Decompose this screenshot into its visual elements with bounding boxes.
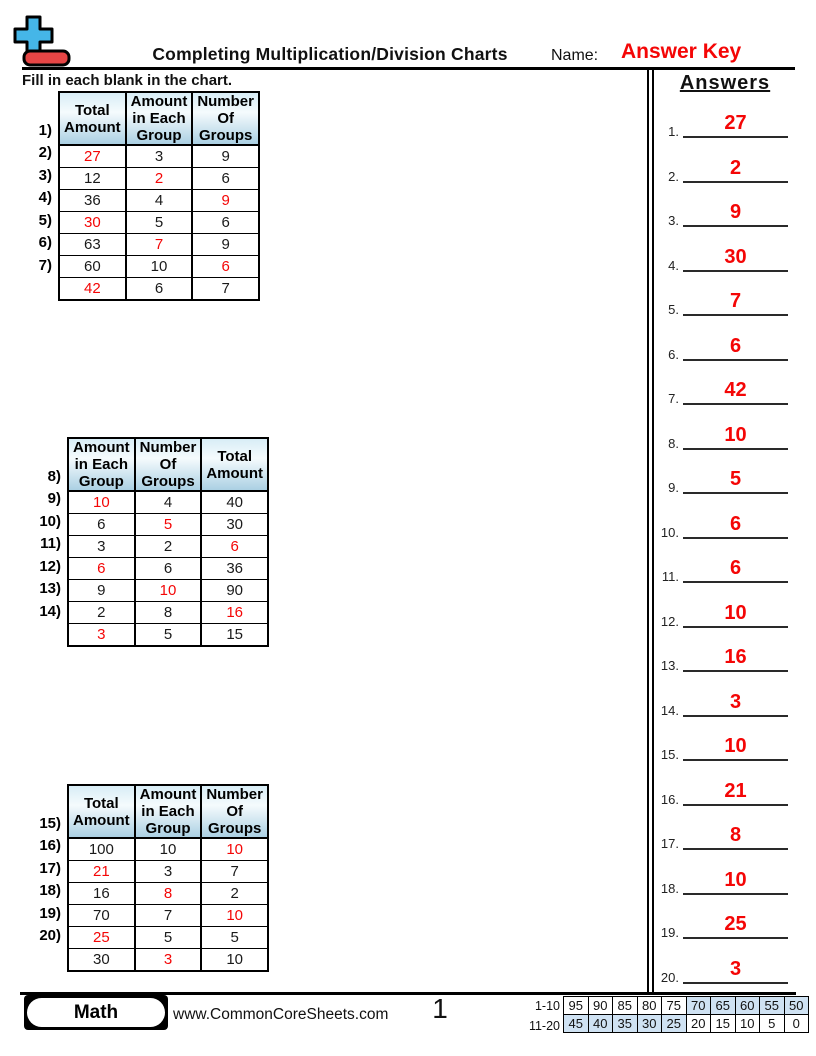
- scoring-grid: [563, 996, 809, 1033]
- subject-badge: [24, 995, 168, 1030]
- given-cell: 3: [68, 536, 135, 558]
- answer-number: 4.: [668, 257, 679, 273]
- answer-cell: 5: [135, 514, 202, 536]
- row-number-label: 20): [39, 927, 61, 944]
- given-cell: 2: [201, 883, 268, 905]
- answer-blank-line: [683, 670, 788, 672]
- answer-number: 10.: [660, 524, 679, 540]
- answer-number: 19.: [660, 925, 679, 940]
- answer-cell: 6: [68, 558, 135, 580]
- row-number-label: 2): [38, 144, 52, 161]
- scoring-cell: 85: [613, 997, 638, 1015]
- answer-number: 16.: [660, 791, 679, 807]
- answer-item: [653, 729, 793, 763]
- row-number-label: 17): [39, 859, 61, 877]
- answer-key-text: Answer Key: [621, 40, 742, 63]
- given-cell: 15: [201, 624, 268, 647]
- given-cell: 30: [201, 514, 268, 536]
- column-header: Total Amount: [201, 438, 268, 491]
- row-number-label: 7): [38, 256, 52, 274]
- row-number-label: 10): [39, 512, 61, 530]
- answer-number: 9.: [668, 480, 679, 495]
- answer-number: 5.: [668, 302, 679, 317]
- given-cell: 36: [59, 190, 126, 212]
- answer-blank-line: [683, 314, 788, 316]
- scoring-cell: 20: [686, 1015, 711, 1033]
- answer-cell: 10: [201, 838, 268, 861]
- answer-cell: 6: [192, 256, 259, 278]
- answer-value: 10: [724, 868, 747, 891]
- column-header: Number Of Groups: [135, 438, 202, 491]
- header-rule: [22, 67, 795, 70]
- answer-item: [653, 952, 793, 986]
- row-number-label: 14): [39, 602, 61, 620]
- row-number-label: 4): [38, 189, 52, 206]
- given-cell: 10: [126, 256, 193, 278]
- instruction-text: Fill in each blank in the chart.: [22, 72, 233, 89]
- table-row: [68, 536, 268, 558]
- answer-cell: 10: [135, 580, 202, 602]
- page-number: 1: [432, 993, 448, 1024]
- given-cell: 7: [135, 905, 202, 927]
- answer-value: 6: [729, 334, 742, 357]
- given-cell: 6: [192, 168, 259, 190]
- answer-value: 10: [724, 423, 747, 446]
- given-cell: 12: [59, 168, 126, 190]
- row-number-label: 12): [39, 557, 61, 575]
- row-number-label: 11): [40, 535, 61, 552]
- answer-blank-line: [683, 448, 788, 450]
- scoring-cell: 5: [760, 1015, 785, 1033]
- answer-item: [653, 418, 793, 452]
- column-header: Total Amount: [68, 785, 135, 838]
- answer-blank-line: [683, 982, 788, 984]
- given-cell: 4: [126, 190, 193, 212]
- answer-value: 3: [729, 690, 742, 713]
- row-number-label: 15): [39, 814, 61, 832]
- answer-cell: 7: [126, 234, 193, 256]
- answer-number: 7.: [668, 391, 679, 406]
- column-header: Number Of Groups: [201, 785, 268, 838]
- answer-number: 13.: [660, 658, 679, 673]
- table-row: [59, 168, 259, 190]
- scoring-cell: 0: [784, 1015, 809, 1033]
- answer-cell: 16: [201, 602, 268, 624]
- answers-title: Answers: [679, 72, 771, 94]
- answer-value: 10: [724, 601, 747, 624]
- table-row: [68, 491, 268, 514]
- given-cell: 6: [68, 514, 135, 536]
- answer-cell: 3: [135, 949, 202, 972]
- given-cell: 7: [192, 278, 259, 301]
- scoring-cell: 25: [662, 1015, 687, 1033]
- answer-value: 30: [724, 245, 747, 268]
- given-cell: 16: [68, 883, 135, 905]
- answer-value: 25: [724, 913, 747, 935]
- row-number-label: 5): [38, 211, 52, 229]
- given-cell: 8: [135, 602, 202, 624]
- answer-number: 12.: [660, 613, 679, 629]
- given-cell: 6: [135, 558, 202, 580]
- answer-value: 6: [729, 557, 742, 579]
- table-row: [59, 234, 259, 256]
- answer-cell: 8: [135, 883, 202, 905]
- given-cell: 6: [126, 278, 193, 301]
- answer-item: [653, 640, 793, 674]
- table-row: [68, 558, 268, 580]
- answer-item: [653, 907, 793, 941]
- answer-cell: 10: [201, 905, 268, 927]
- name-label: Name:: [551, 47, 599, 64]
- given-cell: 9: [192, 234, 259, 256]
- answer-item: [653, 284, 793, 318]
- answer-value: 5: [729, 468, 742, 490]
- row-number-label: 8): [47, 467, 61, 485]
- answer-value: 3: [729, 957, 742, 980]
- score-range-label-2: 11-20: [528, 1019, 560, 1033]
- answer-number: 14.: [660, 702, 679, 718]
- row-number-label: 6): [38, 234, 52, 251]
- answer-value: 2: [729, 156, 742, 179]
- answer-cell: 2: [126, 168, 193, 190]
- mult-div-chart: [67, 784, 269, 972]
- table-row: [59, 190, 259, 212]
- table-row: [68, 580, 268, 602]
- answer-blank-line: [683, 537, 788, 539]
- table-row: [68, 624, 268, 647]
- scoring-cell: 70: [686, 997, 711, 1015]
- given-cell: 4: [135, 491, 202, 514]
- table-row: [59, 278, 259, 301]
- row-number-label: 13): [39, 580, 61, 597]
- scoring-cell: 80: [637, 997, 662, 1015]
- given-cell: 30: [68, 949, 135, 972]
- answer-item: [653, 240, 793, 274]
- scoring-row: [564, 997, 809, 1015]
- scoring-cell: 60: [735, 997, 760, 1015]
- answer-blank-line: [683, 225, 788, 227]
- answer-number: 11.: [661, 569, 679, 584]
- answer-blank-line: [683, 581, 788, 583]
- answer-value: 9: [729, 201, 742, 223]
- table-row: [59, 256, 259, 278]
- given-cell: 10: [135, 838, 202, 861]
- page-title: Completing Multiplication/Division Charts: [152, 44, 508, 64]
- row-number-label: 16): [39, 837, 61, 854]
- answer-number: 6.: [668, 346, 679, 362]
- table-row: [68, 602, 268, 624]
- given-cell: 40: [201, 491, 268, 514]
- scoring-cell: 50: [784, 997, 809, 1015]
- answer-item: [653, 195, 793, 229]
- answer-value: 42: [724, 379, 747, 401]
- answer-blank-line: [683, 937, 788, 939]
- scoring-cell: 45: [564, 1015, 589, 1033]
- answer-value: 10: [724, 735, 747, 757]
- answer-cell: 30: [59, 212, 126, 234]
- given-cell: 9: [68, 580, 135, 602]
- row-number-label: 18): [39, 882, 61, 899]
- answer-item: [653, 685, 793, 719]
- scoring-cell: 55: [760, 997, 785, 1015]
- answer-item: [653, 106, 793, 140]
- answer-number: 3.: [668, 213, 679, 228]
- answer-number: 20.: [660, 969, 679, 985]
- scoring-cell: 35: [613, 1015, 638, 1033]
- column-header: Amount in Each Group: [68, 438, 135, 491]
- answer-number: 17.: [660, 836, 679, 851]
- answer-number: 1.: [668, 124, 679, 139]
- answer-blank-line: [683, 403, 788, 405]
- answer-blank-line: [683, 715, 788, 717]
- answer-value: 7: [729, 290, 742, 312]
- answer-blank-line: [683, 270, 788, 272]
- answer-value: 27: [724, 112, 747, 134]
- scoring-cell: 30: [637, 1015, 662, 1033]
- table-row: [59, 212, 259, 234]
- given-cell: 7: [201, 861, 268, 883]
- answer-number: 8.: [668, 435, 679, 451]
- given-cell: 6: [192, 212, 259, 234]
- table-row: [68, 949, 268, 972]
- score-range-label-1: 1-10: [534, 999, 560, 1013]
- answer-blank-line: [683, 359, 788, 361]
- given-cell: 60: [59, 256, 126, 278]
- table-row: [68, 514, 268, 536]
- answer-number: 2.: [668, 168, 679, 184]
- subject-badge-label: Math: [27, 998, 165, 1027]
- answer-item: [653, 329, 793, 363]
- column-header: Total Amount: [59, 92, 126, 145]
- answer-blank-line: [683, 181, 788, 183]
- given-cell: 5: [126, 212, 193, 234]
- website-url: www.CommonCoreSheets.com: [173, 1006, 389, 1023]
- table-row: [59, 145, 259, 168]
- column-header: Number Of Groups: [192, 92, 259, 145]
- scoring-cell: 75: [662, 997, 687, 1015]
- table-row: [68, 927, 268, 949]
- answer-cell: 42: [59, 278, 126, 301]
- table-row: [68, 883, 268, 905]
- answer-value: 16: [724, 646, 747, 668]
- scoring-row: [564, 1015, 809, 1033]
- answer-item: [653, 818, 793, 852]
- scoring-cell: 10: [735, 1015, 760, 1033]
- answer-cell: 6: [201, 536, 268, 558]
- mult-div-chart: [67, 437, 269, 647]
- answer-blank-line: [683, 804, 788, 806]
- answer-blank-line: [683, 848, 788, 850]
- answer-blank-line: [683, 492, 788, 494]
- answer-item: [653, 462, 793, 496]
- given-cell: 5: [135, 927, 202, 949]
- row-number-label: 3): [38, 166, 52, 184]
- answer-item: [653, 774, 793, 808]
- answer-number: 18.: [660, 880, 679, 896]
- row-number-label: 9): [47, 490, 61, 507]
- table-row: [68, 861, 268, 883]
- answer-blank-line: [683, 626, 788, 628]
- answer-blank-line: [683, 136, 788, 138]
- plus-minus-logo-icon: [12, 10, 74, 70]
- given-cell: 2: [68, 602, 135, 624]
- answer-value: 6: [729, 512, 742, 535]
- answer-blank-line: [683, 893, 788, 895]
- answer-item: [653, 863, 793, 897]
- scoring-cell: 65: [711, 997, 736, 1015]
- given-cell: 2: [135, 536, 202, 558]
- answer-item: [653, 551, 793, 585]
- row-number-label: 1): [38, 121, 52, 139]
- scoring-cell: 15: [711, 1015, 736, 1033]
- mult-div-chart: [58, 91, 260, 301]
- row-number-label: 19): [39, 904, 61, 922]
- scoring-cell: 40: [588, 1015, 613, 1033]
- scoring-cell: 90: [588, 997, 613, 1015]
- answer-item: [653, 373, 793, 407]
- table-row: [68, 905, 268, 927]
- given-cell: 5: [201, 927, 268, 949]
- answer-cell: 21: [68, 861, 135, 883]
- given-cell: 3: [135, 861, 202, 883]
- column-header: Amount in Each Group: [126, 92, 193, 145]
- answer-value: 21: [724, 779, 747, 802]
- given-cell: 9: [192, 145, 259, 168]
- answer-cell: 10: [68, 491, 135, 514]
- given-cell: 3: [126, 145, 193, 168]
- answer-cell: 25: [68, 927, 135, 949]
- given-cell: 63: [59, 234, 126, 256]
- answer-item: [653, 151, 793, 185]
- given-cell: 70: [68, 905, 135, 927]
- scoring-cell: 95: [564, 997, 589, 1015]
- given-cell: 100: [68, 838, 135, 861]
- answer-cell: 27: [59, 145, 126, 168]
- table-row: [68, 838, 268, 861]
- answer-item: [653, 596, 793, 630]
- given-cell: 10: [201, 949, 268, 972]
- given-cell: 90: [201, 580, 268, 602]
- given-cell: 5: [135, 624, 202, 647]
- answer-blank-line: [683, 759, 788, 761]
- answer-cell: 3: [68, 624, 135, 647]
- answer-cell: 9: [192, 190, 259, 212]
- answer-number: 15.: [660, 747, 679, 762]
- answer-value: 8: [729, 824, 742, 846]
- answer-item: [653, 507, 793, 541]
- given-cell: 36: [201, 558, 268, 580]
- column-header: Amount in Each Group: [135, 785, 202, 838]
